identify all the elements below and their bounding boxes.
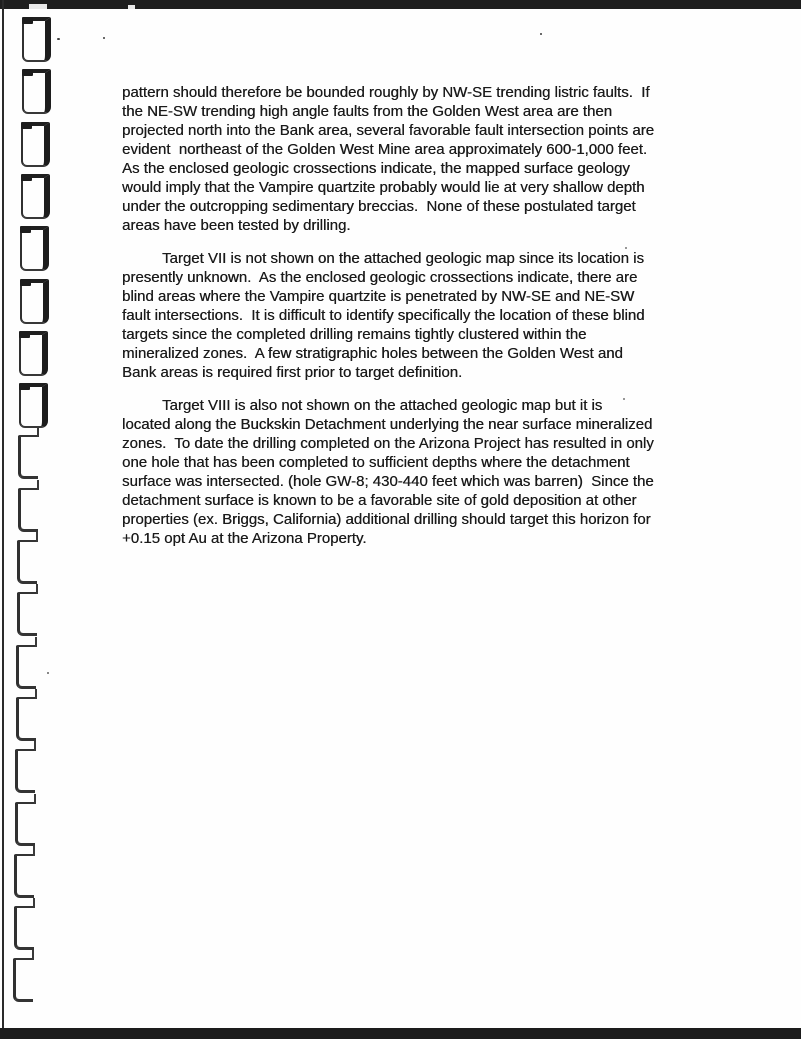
comb-binding-hole-icon bbox=[14, 906, 34, 950]
scan-artifact bbox=[29, 4, 47, 9]
comb-binding-hole-icon bbox=[14, 854, 34, 898]
scan-speck bbox=[540, 33, 542, 35]
comb-binding-hole-icon bbox=[20, 279, 49, 324]
comb-binding-hole-icon bbox=[21, 174, 50, 219]
comb-binding-hole-icon bbox=[18, 435, 38, 479]
paragraph bbox=[122, 83, 732, 235]
comb-binding-hole-icon bbox=[22, 69, 51, 114]
comb-binding-hole-icon bbox=[17, 592, 37, 636]
paragraph bbox=[122, 249, 732, 382]
text-line: located along the Buckskin Detachment underlying the near surface mineralized bbox=[122, 416, 653, 433]
text-line: areas have been tested by drilling. bbox=[122, 217, 351, 234]
text-line: would imply that the Vampire quartzite probably would lie at very shallow depth bbox=[122, 179, 645, 196]
page-text bbox=[122, 83, 732, 562]
scan-edge-bottom bbox=[0, 1028, 801, 1039]
text-line: Bank areas is required first prior to target definition. bbox=[122, 364, 463, 381]
comb-binding-hole-icon bbox=[15, 749, 35, 793]
comb-binding-hole-icon bbox=[15, 802, 35, 846]
text-line: Target VIII is also not shown on the attached geologic map but it is bbox=[162, 397, 603, 414]
text-line: As the enclosed geologic crossections indicate, the mapped surface geology bbox=[122, 160, 630, 177]
text-line: Target VII is not shown on the attached geologic map since its location is bbox=[162, 250, 644, 267]
comb-binding-hole-icon bbox=[13, 958, 33, 1002]
text-line: pattern should therefore be bounded roughly by NW-SE trending listric faults. If bbox=[122, 84, 650, 101]
text-line: detachment surface is known to be a favorable site of gold deposition at other bbox=[122, 492, 637, 509]
scan-speck bbox=[625, 247, 627, 249]
comb-binding-hole-icon bbox=[22, 17, 51, 62]
scan-speck bbox=[47, 672, 49, 674]
text-line: blind areas where the Vampire quartzite is penetrated by NW-SE and NE-SW bbox=[122, 288, 635, 305]
text-line: zones. To date the drilling completed on the Arizona Project has resulted in only bbox=[122, 435, 654, 452]
paragraph bbox=[122, 396, 732, 548]
comb-binding-hole-icon bbox=[21, 122, 50, 167]
text-line: presently unknown. As the enclosed geologic crossections indicate, there are bbox=[122, 269, 638, 286]
text-line: mineralized zones. A few stratigraphic holes between the Golden West and bbox=[122, 345, 623, 362]
scan-edge-top bbox=[0, 0, 801, 9]
text-line: under the outcropping sedimentary breccias. None of these postulated target bbox=[122, 198, 636, 215]
text-line: +0.15 opt Au at the Arizona Property. bbox=[122, 530, 367, 547]
comb-binding-hole-icon bbox=[17, 540, 37, 584]
text-line: one hole that has been completed to sufficient depths where the detachment bbox=[122, 454, 630, 471]
text-line: evident northeast of the Golden West Mine area approximately 600-1,000 feet. bbox=[122, 141, 648, 158]
comb-binding-hole-icon bbox=[19, 383, 48, 428]
comb-binding-hole-icon bbox=[16, 645, 36, 689]
comb-binding-hole-icon bbox=[19, 331, 48, 376]
text-line: fault intersections. It is difficult to identify specifically the location of these blind bbox=[122, 307, 645, 324]
text-line: targets since the completed drilling remains tightly clustered within the bbox=[122, 326, 587, 343]
comb-binding-hole-icon bbox=[16, 697, 36, 741]
text-line: the NE-SW trending high angle faults from the Golden West area are then bbox=[122, 103, 612, 120]
scan-edge-left bbox=[2, 0, 4, 1039]
text-line: surface was intersected. (hole GW-8; 430-440 feet which was barren) Since the bbox=[122, 473, 654, 490]
comb-binding-hole-icon bbox=[18, 488, 38, 532]
comb-binding-hole-icon bbox=[20, 226, 49, 271]
scan-artifact bbox=[128, 5, 135, 9]
text-line: properties (ex. Briggs, California) additional drilling should target this horizon for bbox=[122, 511, 651, 528]
scan-speck bbox=[623, 398, 625, 400]
text-line: projected north into the Bank area, several favorable fault intersection points are bbox=[122, 122, 654, 139]
scan-speck bbox=[103, 37, 105, 39]
scan-speck bbox=[57, 38, 60, 40]
